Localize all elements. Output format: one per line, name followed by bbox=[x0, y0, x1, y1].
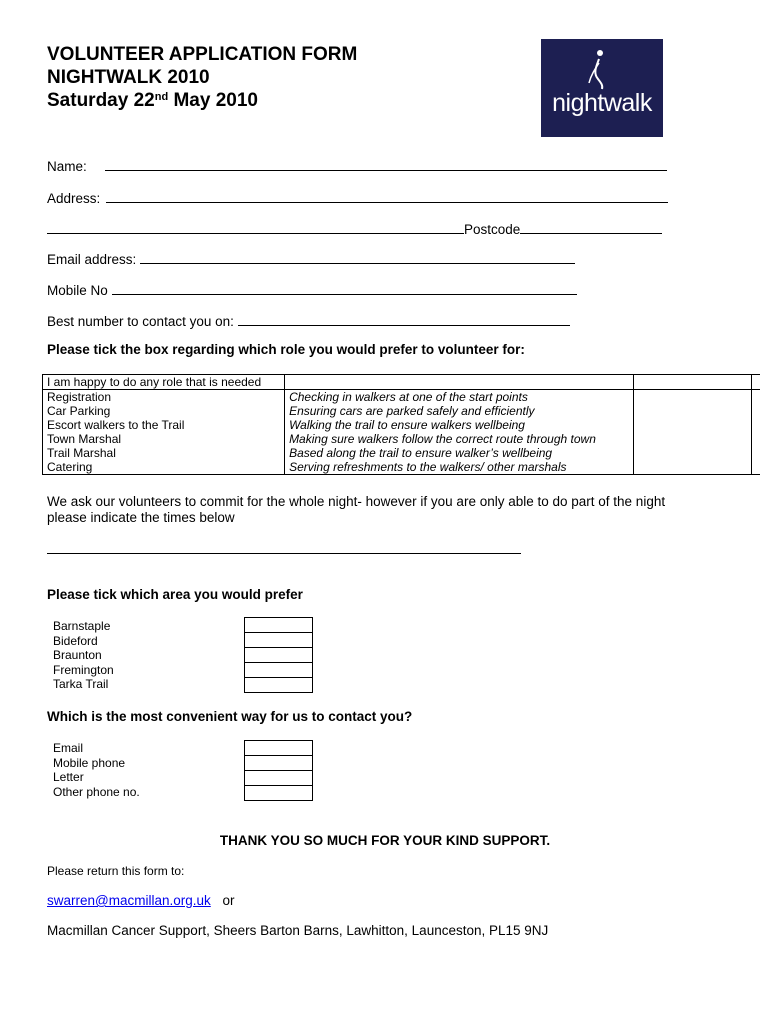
role-description bbox=[285, 375, 634, 390]
title-line-1: VOLUNTEER APPLICATION FORM bbox=[47, 44, 358, 65]
areas-tick-boxes bbox=[244, 617, 313, 693]
postcode-input-line[interactable] bbox=[520, 220, 662, 234]
return-email-link[interactable]: swarren@macmillan.org.uk bbox=[47, 893, 211, 908]
commit-line-2: please indicate the times below bbox=[47, 510, 235, 525]
role-tick-box[interactable] bbox=[752, 390, 761, 405]
best-number-label: Best number to contact you on: bbox=[47, 314, 234, 329]
name-field[interactable] bbox=[47, 157, 667, 174]
role-notes-cell bbox=[633, 432, 751, 446]
address-input-line[interactable] bbox=[106, 189, 668, 203]
role-tick-box[interactable] bbox=[752, 432, 761, 446]
table-row bbox=[43, 418, 761, 432]
contact-tick-boxes bbox=[244, 740, 313, 801]
list-item: Tarka Trail bbox=[53, 677, 109, 692]
address-line-2-input[interactable] bbox=[47, 220, 464, 234]
times-input-line[interactable] bbox=[47, 540, 521, 554]
name-input-line[interactable] bbox=[105, 157, 667, 171]
list-item: Letter bbox=[53, 770, 84, 785]
best-number-field[interactable] bbox=[47, 312, 570, 329]
best-number-input-line[interactable] bbox=[238, 312, 570, 326]
return-label: Please return this form to: bbox=[47, 864, 185, 878]
email-label: Email address: bbox=[47, 252, 137, 267]
postcode-label: Postcode bbox=[464, 222, 521, 237]
list-item: Email bbox=[53, 741, 84, 755]
commit-line-1: We ask our volunteers to commit for the whole night- however if you are only able to do part of the night bbox=[47, 494, 666, 509]
role-description: Making sure walkers follow the correct route through town bbox=[285, 432, 634, 446]
or-text: or bbox=[222, 893, 235, 908]
role-name: Trail Marshal bbox=[43, 446, 285, 460]
list-item: Fremington bbox=[53, 662, 114, 677]
role-description: Checking in walkers at one of the start points bbox=[285, 390, 634, 405]
list-item: Bideford bbox=[53, 633, 98, 648]
roles-table bbox=[42, 374, 760, 475]
table-row bbox=[43, 460, 761, 475]
role-name: Catering bbox=[43, 460, 285, 475]
role-tick-box[interactable] bbox=[752, 375, 761, 390]
email-field[interactable] bbox=[47, 250, 575, 267]
commit-text bbox=[47, 494, 757, 526]
return-email-line bbox=[47, 893, 235, 908]
contact-tick-box[interactable] bbox=[244, 785, 313, 801]
mobile-label: Mobile No bbox=[47, 283, 108, 298]
role-notes-cell bbox=[633, 404, 751, 418]
areas-heading: Please tick which area you would prefer bbox=[47, 587, 303, 602]
email-input-line[interactable] bbox=[140, 250, 575, 264]
area-tick-box[interactable] bbox=[244, 617, 313, 632]
list-item: Other phone no. bbox=[53, 784, 140, 799]
contact-tick-box[interactable] bbox=[244, 770, 313, 785]
area-tick-box[interactable] bbox=[244, 632, 313, 647]
nightwalk-logo bbox=[541, 39, 663, 137]
address-field[interactable] bbox=[47, 189, 668, 206]
contact-tick-box[interactable] bbox=[244, 755, 313, 770]
title-line-3: Saturday 22nd May 2010 bbox=[47, 90, 258, 111]
logo-text: nightwalk bbox=[552, 89, 652, 117]
roles-heading: Please tick the box regarding which role you would prefer to volunteer for: bbox=[47, 342, 525, 357]
areas-list bbox=[53, 619, 114, 692]
walker-figure-icon bbox=[569, 49, 635, 94]
name-label: Name: bbox=[47, 159, 87, 174]
role-description: Serving refreshments to the walkers/ other marshals bbox=[285, 460, 634, 475]
area-tick-box[interactable] bbox=[244, 662, 313, 677]
role-description: Based along the trail to ensure walker’s wellbeing bbox=[285, 446, 634, 460]
role-tick-box[interactable] bbox=[752, 418, 761, 432]
contact-list bbox=[53, 741, 140, 799]
role-tick-box[interactable] bbox=[752, 446, 761, 460]
area-tick-box[interactable] bbox=[244, 647, 313, 662]
role-name: Town Marshal bbox=[43, 432, 285, 446]
role-notes-cell bbox=[633, 418, 751, 432]
table-row bbox=[43, 404, 761, 418]
role-name: Car Parking bbox=[43, 404, 285, 418]
role-notes-cell bbox=[633, 446, 751, 460]
address-label: Address: bbox=[47, 191, 101, 206]
form-title bbox=[47, 43, 357, 112]
role-notes-cell bbox=[633, 460, 751, 475]
role-notes-cell bbox=[633, 390, 751, 405]
role-description: Ensuring cars are parked safely and efficiently bbox=[285, 404, 634, 418]
table-row bbox=[43, 375, 761, 390]
contact-heading: Which is the most convenient way for us to contact you? bbox=[47, 709, 413, 724]
mobile-input-line[interactable] bbox=[112, 281, 577, 295]
role-tick-box[interactable] bbox=[752, 404, 761, 418]
mobile-field[interactable] bbox=[47, 281, 577, 298]
area-tick-box[interactable] bbox=[244, 677, 313, 693]
table-row bbox=[43, 446, 761, 460]
contact-tick-box[interactable] bbox=[244, 740, 313, 755]
list-item: Braunton bbox=[53, 648, 102, 663]
role-name: I am happy to do any role that is needed bbox=[43, 375, 285, 390]
thank-you-text: THANK YOU SO MUCH FOR YOUR KIND SUPPORT. bbox=[219, 833, 551, 848]
table-row bbox=[43, 432, 761, 446]
role-description: Walking the trail to ensure walkers wellbeing bbox=[285, 418, 634, 432]
role-notes-cell bbox=[633, 375, 751, 390]
role-name: Registration bbox=[43, 390, 285, 405]
return-address: Macmillan Cancer Support, Sheers Barton Barns, Lawhitton, Launceston, PL15 9NJ bbox=[47, 923, 549, 938]
list-item: Mobile phone bbox=[53, 755, 126, 770]
title-line-2: NIGHTWALK 2010 bbox=[47, 67, 210, 88]
address-line-2-field[interactable] bbox=[47, 220, 662, 237]
table-row bbox=[43, 390, 761, 405]
role-name: Escort walkers to the Trail bbox=[43, 418, 285, 432]
list-item: Barnstaple bbox=[53, 619, 111, 633]
role-tick-box[interactable] bbox=[752, 460, 761, 475]
